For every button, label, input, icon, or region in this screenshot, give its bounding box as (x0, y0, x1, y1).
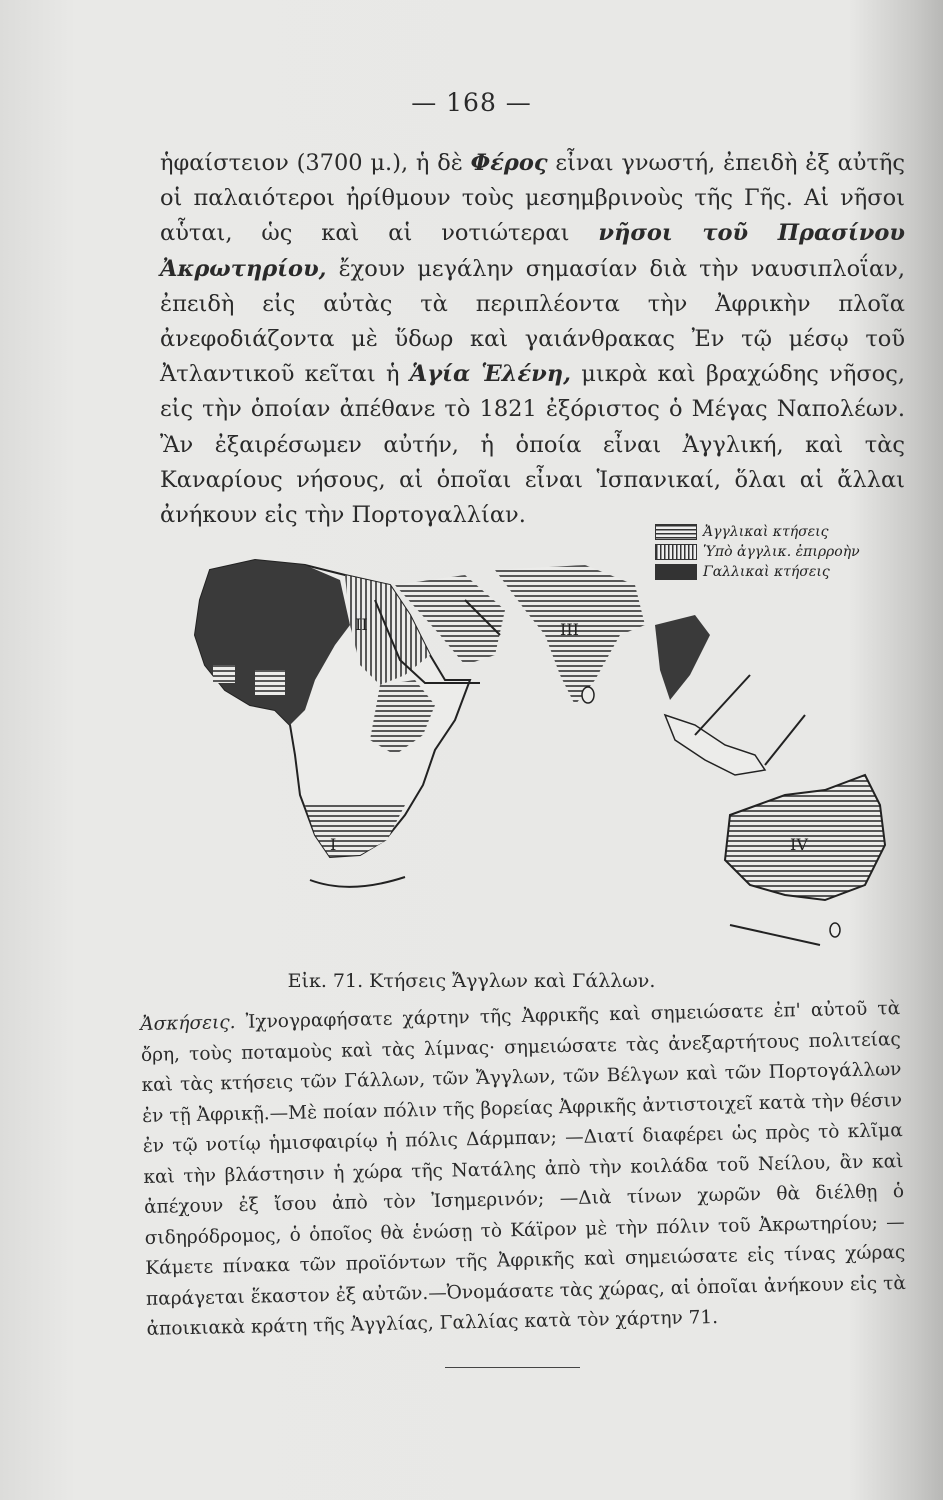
region-label-i: I (330, 835, 337, 854)
british-west-africa-2 (255, 670, 285, 695)
legend-swatch-vertical (655, 544, 697, 560)
body-paragraph (160, 146, 905, 533)
text-segment: μικρὰ καὶ βραχώδης νῆσος, εἰς τὴν ὁποίαν ἀπέθανε τὸ 1821 ἐξόριστος ὁ Μέγας Ναπολέων. Ἂν ἐξαιρέσωμεν αὐτήν, ἡ ὁποία εἶναι Ἀγγλική, καὶ τὰς Καναρίους νήσους, αἱ ὁποῖαι εἶναι Ἱσπανικαί, ὅλαι αἱ ἄλλαι ἀνήκουν εἰς τὴν Πορτογαλλίαν. (160, 361, 905, 529)
route-arrow-cape (310, 877, 405, 887)
malay-islands (665, 715, 765, 775)
british-west-africa-1 (213, 665, 235, 683)
region-label-ii: II (355, 615, 368, 634)
legend-label: Γαλλικαὶ κτήσεις (703, 564, 830, 580)
legend-item (655, 563, 905, 581)
legend-item (655, 543, 905, 561)
exercises-paragraph (140, 994, 907, 1345)
tasmania (830, 923, 840, 937)
map-legend (655, 523, 905, 583)
legend-swatch-horizontal (655, 524, 697, 540)
french-indochina (655, 615, 710, 700)
legend-item (655, 523, 905, 541)
text-segment: ἡφαίστειον (3700 μ.), ἡ δὲ (160, 150, 471, 176)
region-label-iv: IV (790, 835, 808, 854)
text-segment: εἶναι γνωστή, ἐπειδὴ ἐξ αὐτῆς οἱ παλαιότεροι ἠρίθμουν τοὺς μεσημβρινοὺς τῆς Γῆς. Αἱ νῆσοι αὗται, ὡς καὶ αἱ νοτιώτεραι (160, 150, 905, 247)
figure-caption: Εἰκ. 71. Κτήσεις Ἄγγλων καὶ Γάλλων. (287, 970, 656, 992)
legend-swatch-solid (655, 564, 697, 580)
exercises-heading: Ἀσκήσεις. (140, 1012, 236, 1035)
text-segment: ἔχουν μεγάλην σημασίαν διὰ τὴν ναυσιπλοΐαν, ἐπειδὴ εἰς αὐτὰς τὰ περιπλέοντα τὴν Ἀφρικὴν πλοῖα ἀνεφοδιάζοντα μὲ ὕδωρ καὶ γαιάνθρακας Ἐν τῷ μέσῳ τοῦ Ἀτλαντικοῦ κεῖται ἡ (160, 255, 905, 388)
route-arrow-pacific (765, 715, 805, 765)
region-label-iii: III (560, 620, 579, 639)
legend-label: Ὑπὸ ἀγγλικ. ἐπιρροὴν (703, 544, 860, 560)
bold-term-saint-helena: Ἁγία Ἑλένη, (409, 361, 571, 388)
page-number: — 168 — (411, 88, 532, 117)
end-rule (445, 1367, 580, 1368)
bold-term-feros: Φέρος (470, 150, 548, 176)
ceylon (582, 687, 594, 703)
british-south-africa (305, 805, 405, 857)
route-arrow-east (695, 675, 750, 735)
bold-term-cape-verde: νῆσοι τοῦ Πρασίνου Ἀκρωτηρίου, (160, 220, 906, 282)
route-arrow-south (730, 925, 820, 945)
legend-label: Ἀγγλικαὶ κτήσεις (703, 524, 829, 540)
exercises-text: Ἰχνογραφήσατε χάρτην τῆς Ἀφρικῆς καὶ σημειώσατε ἐπ' αὐτοῦ τὰ ὄρη, τοὺς ποταμοὺς καὶ τὰς λίμνας· σημειώσατε τὰς ἀνεξαρτήτους πολιτείας καὶ τὰς κτήσεις τῶν Γάλλων, τῶν Ἄγγλων, τῶν Βέλγων καὶ τῶν Πορτογάλλων ἐν τῇ Ἀφρικῇ.—Μὲ ποίαν πόλιν τῆς βορείας Ἀφρικῆς ἀντιστοιχεῖ κατὰ τὴν θέσιν ἐν τῷ νοτίῳ ἡμισφαιρίῳ ἡ πόλις Δάρμπαν; —Διατί διαφέρει ὡς πρὸς τὸ κλῖμα καὶ τὴν βλάστησιν ἡ χώρα τῆς Νατάλης ἀπὸ τὴν κοιλάδα τοῦ Νείλου, ἂν καὶ ἀπέχουν ἐξ ἴσου ἀπὸ τὸν Ἰσημερινόν; —Διὰ τίνων χωρῶν θὰ διέλθῃ ὁ σιδηρόδρομος, ὁ ὁποῖος θὰ ἑνώσῃ τὸ Κάϊρον μὲ τὴν πόλιν τοῦ Ἀκρωτηρίου; — Κάμετε πίνακα τῶν προϊόντων τῆς Ἀφρικῆς καὶ σημειώσατε εἰς τίνας χώρας παράγεται ἕκαστον ἐξ αὐτῶν.—Ὀνομάσατε τὰς χώρας, αἱ ὁποῖαι ἀνήκουν εἰς τὰ ἀποικιακὰ κράτη τῆς Ἀγγλίας, Γαλλίας κατὰ τὸν χάρτην 71. (140, 998, 907, 1340)
